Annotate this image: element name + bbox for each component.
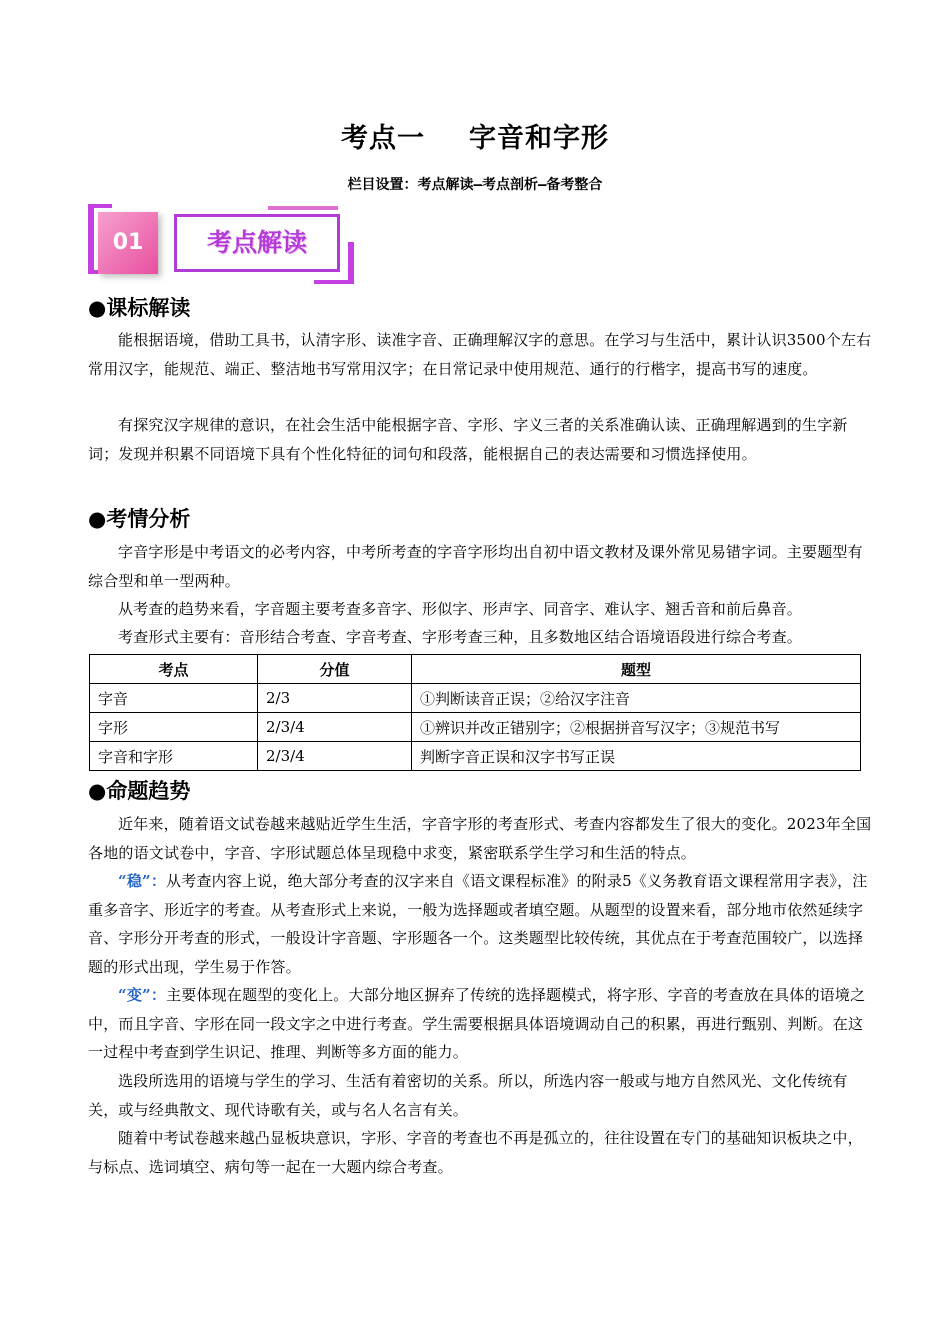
trends-stable-paragraph — [88, 867, 872, 981]
analysis-paragraph-1: 字音字形是中考语文的必考内容，中考所考查的字音字形均出自初中语文教材及课外常见易错字词。主要题型有综合型和单一型两种。 — [88, 543, 863, 590]
stable-label: “稳”： — [118, 872, 167, 890]
table-cell: 判断字音正误和汉字书写正误 — [412, 742, 861, 771]
banner-number: 01 — [98, 212, 158, 274]
table-cell: ①判断读音正误；②给汉字注音 — [412, 684, 861, 713]
column-settings: 栏目设置：考点解读—考点剖析—备考整合 — [347, 177, 603, 193]
analysis-paragraph-2: 从考查的趋势来看，字音题主要考查多音字、形似字、形声字、同音字、难认字、翘舌音和前后鼻音。 — [118, 600, 803, 618]
analysis-paragraph-3: 考查形式主要有：音形结合考查、字音考查、字形考查三种，且多数地区结合语境语段进行综合考查。 — [118, 628, 803, 646]
table-row — [90, 742, 861, 771]
page-title — [0, 116, 950, 155]
table-row — [90, 713, 861, 742]
banner-label: 考点解读 — [174, 214, 340, 272]
stable-text: 从考查内容上说，绝大部分考查的汉字来自《语文课程标准》的附录5《义务教育语文课程常用字表》，注重多音字、形近字的考查。从考查形式上来说，一般为选择题或者填空题。从题型的设置来看，部分地市依然延续字音、字形分开考查的形式，一般设计字音题、字形题各一个。这类题型比较传统，其优点在于考查范围较广，以选择题的形式出现，学生易于作答。 — [88, 872, 868, 976]
change-text: 主要体现在题型的变化上。大部分地区摒弃了传统的选择题模式，将字形、字音的考查放在具体的语境之中，而且字音、字形在同一段文字之中进行考查。学生需要根据具体语境调动自己的积累，再进行甄别、判断。在这一过程中考查到学生识记、推理、判断等多方面的能力。 — [88, 986, 866, 1061]
table-header: 题型 — [412, 655, 861, 684]
table-header: 分值 — [258, 655, 412, 684]
trends-paragraph-5: 随着中考试卷越来越凸显板块意识，字形、字音的考查也不再是孤立的，往往设置在专门的基础知识板块之中，与标点、选词填空、病句等一起在一大题内综合考查。 — [88, 1129, 863, 1176]
trends-paragraph-1: 近年来，随着语文试卷越来越贴近学生生活，字音字形的考查形式、考查内容都发生了很大的变化。2023年全国各地的语文试卷中，字音、字形试题总体呈现稳中求变，紧密联系学生学习和生活的特点。 — [88, 815, 872, 862]
table-header: 考点 — [90, 655, 258, 684]
exam-points-table — [89, 654, 861, 771]
table-row — [90, 684, 861, 713]
table-header-row — [90, 655, 861, 684]
section-banner — [88, 204, 358, 284]
heading-exam-analysis: ●考情分析 — [88, 507, 191, 531]
table-cell: 2/3/4 — [258, 713, 412, 742]
curriculum-paragraph-1: 能根据语境，借助工具书，认清字形、读准字音、正确理解汉字的意思。在学习与生活中，累计认识3500个左右常用汉字，能规范、端正、整洁地书写常用汉字；在日常记录中使用规范、通行的行楷字，提高书写的速度。 — [88, 331, 872, 378]
curriculum-paragraph-2: 有探究汉字规律的意识，在社会生活中能根据字音、字形、字义三者的关系准确认读、正确理解遇到的生字新词；发现并积累不同语境下具有个性化特征的词句和段落，能根据自己的表达需要和习惯选择使用。 — [88, 416, 848, 463]
table-cell: 字形 — [90, 713, 258, 742]
title-part2: 字音和字形 — [469, 123, 609, 154]
heading-trends: ●命题趋势 — [88, 779, 191, 803]
change-label: “变”： — [118, 986, 167, 1004]
title-part1: 考点一 — [341, 123, 425, 154]
trends-change-paragraph — [88, 981, 872, 1067]
table-cell: ①辨识并改正错别字；②根据拼音写汉字；③规范书写 — [412, 713, 861, 742]
table-cell: 字音和字形 — [90, 742, 258, 771]
trends-paragraph-4: 选段所选用的语境与学生的学习、生活有着密切的关系。所以，所选内容一般或与地方自然风光、文化传统有关，或与经典散文、现代诗歌有关，或与名人名言有关。 — [88, 1072, 848, 1119]
table-cell: 字音 — [90, 684, 258, 713]
table-cell: 2/3 — [258, 684, 412, 713]
heading-curriculum: ●课标解读 — [88, 296, 191, 320]
table-cell: 2/3/4 — [258, 742, 412, 771]
